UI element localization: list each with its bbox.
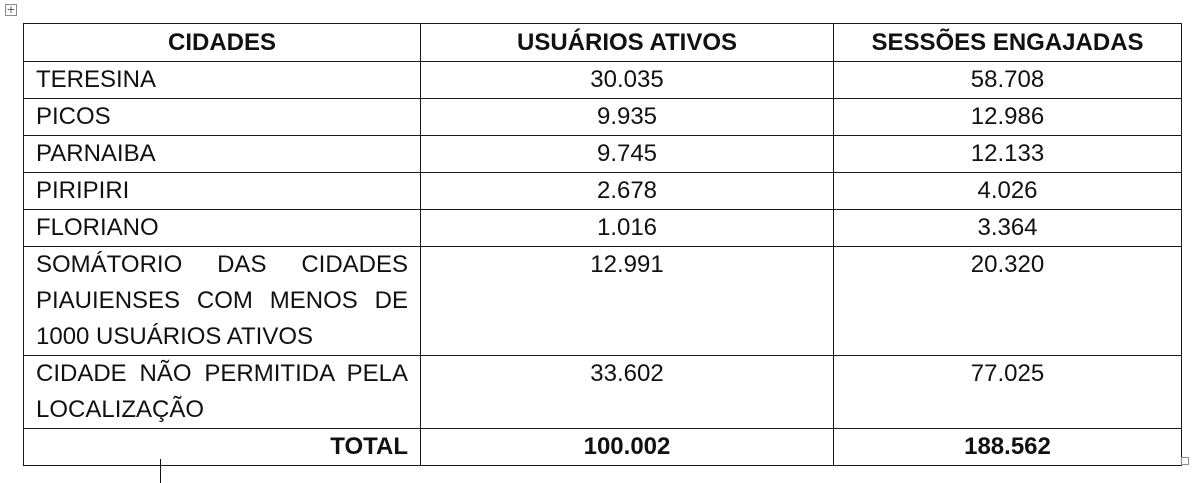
city-cell[interactable]: TERESINA [24,62,421,99]
sessions-cell[interactable]: 12.133 [834,136,1182,173]
city-cell[interactable]: SOMÁTORIO DAS CIDADES PIAUIENSES COM MENOS DE 1000 USUÁRIOS ATIVOS [24,247,421,356]
table-row [24,136,1182,173]
header-usuarios-ativos: USUÁRIOS ATIVOS [421,24,834,62]
header-sessoes-engajadas: SESSÕES ENGAJADAS [834,24,1182,62]
table-row [24,210,1182,247]
sessions-cell[interactable]: 3.364 [834,210,1182,247]
table-row [24,62,1182,99]
city-cell[interactable]: PICOS [24,99,421,136]
total-row [24,429,1182,466]
users-cell[interactable]: 1.016 [421,210,834,247]
table-row [24,99,1182,136]
table-move-handle-icon[interactable]: + [6,3,16,16]
sessions-cell[interactable]: 58.708 [834,62,1182,99]
header-cidades: CIDADES [24,24,421,62]
users-cell[interactable]: 30.035 [421,62,834,99]
users-cell[interactable]: 12.991 [421,247,834,356]
users-cell[interactable]: 33.602 [421,356,834,429]
city-cell[interactable]: PIRIPIRI [24,173,421,210]
sessions-cell[interactable]: 12.986 [834,99,1182,136]
table-resize-handle-icon[interactable] [1181,457,1189,465]
total-users-cell[interactable]: 100.002 [421,429,834,466]
city-cell[interactable]: PARNAIBA [24,136,421,173]
users-cell[interactable]: 2.678 [421,173,834,210]
table-row [24,356,1182,429]
city-cell[interactable]: FLORIANO [24,210,421,247]
sessions-cell[interactable]: 20.320 [834,247,1182,356]
data-table [23,23,1182,466]
sessions-cell[interactable]: 4.026 [834,173,1182,210]
total-label[interactable]: TOTAL [24,429,421,466]
total-sessions-cell[interactable]: 188.562 [834,429,1182,466]
table-header-row [24,24,1182,62]
text-cursor [160,459,161,483]
table-row [24,173,1182,210]
users-cell[interactable]: 9.935 [421,99,834,136]
table-row [24,247,1182,356]
sessions-cell[interactable]: 77.025 [834,356,1182,429]
users-cell[interactable]: 9.745 [421,136,834,173]
city-cell[interactable]: CIDADE NÃO PERMITIDA PELA LOCALIZAÇÃO [24,356,421,429]
